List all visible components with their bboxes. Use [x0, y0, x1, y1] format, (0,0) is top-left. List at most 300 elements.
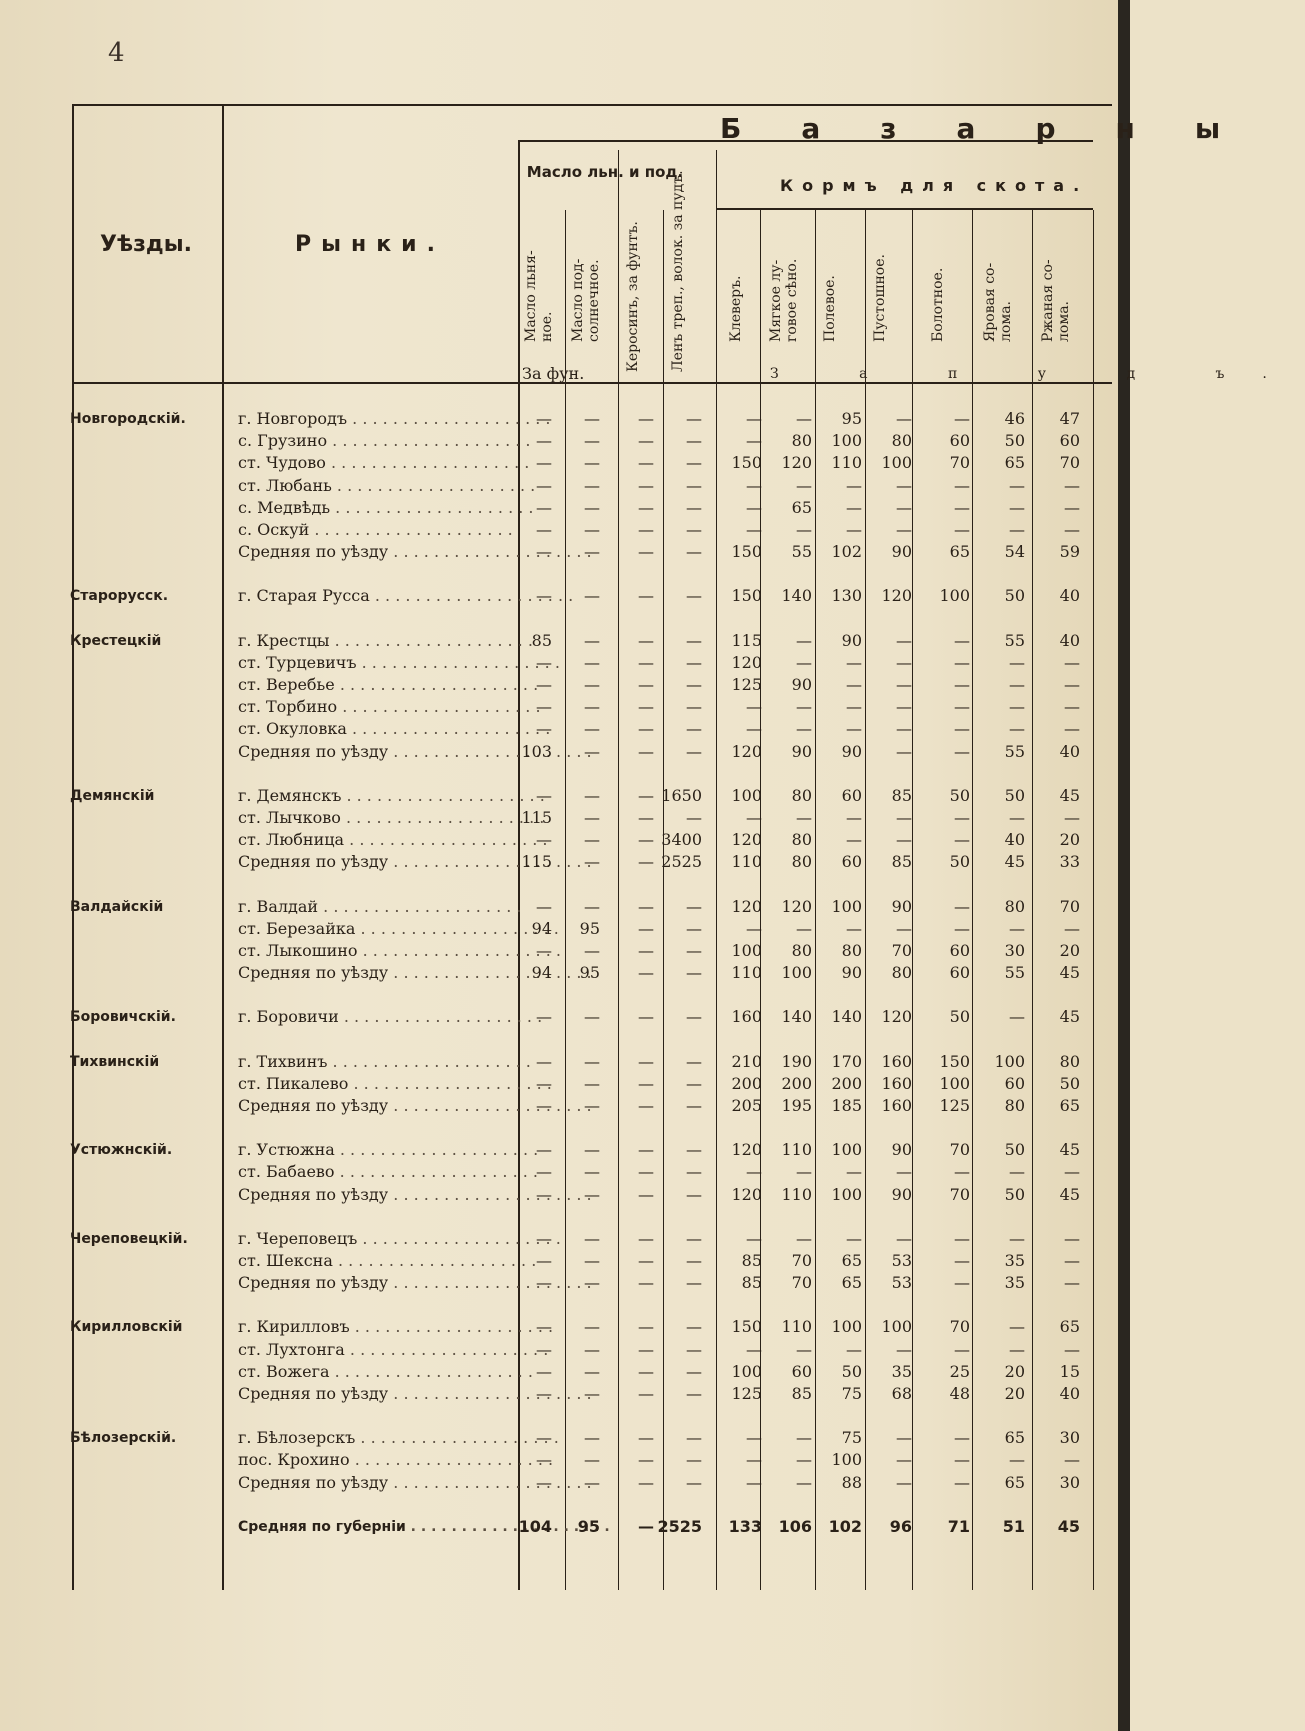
price-cell: — — [686, 1073, 702, 1093]
uezd-name: Крестецкій — [70, 632, 162, 649]
price-cell: — — [584, 431, 600, 451]
price-cell: 100 — [994, 1051, 1025, 1071]
price-cell: — — [896, 719, 912, 739]
table-row — [0, 1361, 1110, 1383]
price-cell: — — [686, 808, 702, 827]
table-row — [0, 1449, 1110, 1471]
price-cell: — — [1064, 719, 1080, 739]
price-cell: — — [536, 1073, 552, 1093]
price-cell: — — [536, 1184, 552, 1204]
price-cell: — — [584, 1073, 600, 1093]
price-cell: — — [796, 652, 812, 672]
price-cell: — — [536, 586, 552, 606]
bazar-letter: ы — [1194, 112, 1221, 145]
table-row — [0, 452, 1110, 474]
price-cell: 40 — [1059, 741, 1080, 761]
price-cell: — — [796, 1228, 812, 1248]
market-name: ст. Лычково . . . — [238, 807, 498, 829]
price-cell: — — [746, 1339, 762, 1359]
price-cell: — — [584, 652, 600, 672]
price-cell: — — [638, 1184, 654, 1204]
price-cell: — — [584, 1251, 600, 1270]
market-name: Средняя по уѣзду . . . — [238, 1383, 498, 1405]
price-cell: 96 — [889, 1516, 912, 1536]
price-cell: 53 — [891, 1251, 912, 1270]
price-cell: 40 — [1059, 1384, 1080, 1403]
price-cell: — — [584, 1140, 600, 1160]
price-cell: — — [954, 1428, 970, 1448]
price-cell: — — [954, 497, 970, 517]
price-cell: 85 — [531, 630, 552, 650]
table-row — [0, 475, 1110, 497]
price-cell: — — [796, 475, 812, 495]
price-cell: — — [536, 542, 552, 562]
table-row — [0, 497, 1110, 519]
price-cell: 55 — [1004, 963, 1025, 983]
price-cell: — — [686, 1472, 702, 1492]
price-cell: — — [638, 1472, 654, 1492]
price-cell: — — [584, 542, 600, 562]
price-cell: — — [896, 1228, 912, 1248]
table-row — [0, 1051, 1110, 1073]
price-cell: — — [638, 1516, 654, 1536]
price-cell: 185 — [831, 1096, 862, 1115]
uezd-name: Демянскій — [70, 787, 155, 804]
price-cell: — — [746, 1162, 762, 1182]
price-cell: — — [896, 918, 912, 938]
market-name: Средняя по уѣзду . . . — [238, 741, 498, 763]
price-cell: — — [686, 453, 702, 473]
price-cell: 70 — [949, 453, 970, 473]
price-cell: — — [896, 741, 912, 761]
uezd-name: Устюжнскій. — [70, 1142, 173, 1159]
market-name: ст. Любань . . . — [238, 475, 498, 497]
price-cell: — — [584, 675, 600, 694]
price-cell: — — [638, 475, 654, 495]
price-cell: — — [584, 1184, 600, 1204]
price-cell: — — [746, 1228, 762, 1248]
price-cell: — — [954, 719, 970, 739]
column-header: Масло льня- ное. — [523, 250, 555, 342]
price-cell: — — [638, 409, 654, 428]
price-cell: — — [846, 497, 862, 517]
price-cell: 50 — [841, 1361, 862, 1381]
price-cell: 94 — [531, 918, 552, 938]
price-cell: — — [1009, 1450, 1025, 1470]
price-cell: 71 — [947, 1516, 970, 1536]
market-name: ст. Вожега . . . — [238, 1361, 498, 1383]
bazar-letter: н — [1115, 112, 1135, 145]
table-row — [0, 851, 1110, 873]
price-cell: 65 — [841, 1273, 862, 1293]
price-cell: 110 — [781, 1317, 812, 1337]
price-cell: 140 — [781, 586, 812, 606]
price-cell: 60 — [949, 431, 970, 451]
price-cell: — — [536, 785, 552, 805]
price-cell: — — [846, 1228, 862, 1248]
price-cell: — — [584, 475, 600, 495]
maslo-group-header: Масло льн. и под. — [526, 163, 684, 181]
price-cell: — — [536, 697, 552, 717]
price-cell: 70 — [949, 1184, 970, 1204]
price-cell: 100 — [781, 963, 812, 983]
price-cell: 170 — [831, 1051, 862, 1071]
uezd-column-header: Уѣзды. — [100, 232, 192, 257]
price-cell: — — [536, 652, 552, 672]
price-cell: — — [536, 719, 552, 739]
price-cell: 30 — [1059, 1428, 1080, 1448]
bazar-letter: а — [801, 112, 821, 145]
price-cell: 120 — [781, 453, 812, 473]
price-cell: — — [584, 586, 600, 606]
price-cell: — — [1009, 1317, 1025, 1337]
price-cell: 90 — [791, 675, 812, 694]
price-cell: 45 — [1004, 852, 1025, 872]
table-row — [0, 718, 1110, 740]
price-cell: 46 — [1004, 409, 1025, 428]
market-name: г. Кирилловъ . . . — [238, 1316, 498, 1338]
price-cell: — — [954, 1472, 970, 1492]
price-cell: — — [896, 808, 912, 827]
price-cell: 60 — [949, 963, 970, 983]
price-cell: 80 — [891, 963, 912, 983]
table-row — [0, 652, 1110, 674]
price-cell: — — [1009, 719, 1025, 739]
price-cell: 45 — [1059, 1184, 1080, 1204]
price-cell: 200 — [831, 1073, 862, 1093]
price-cell: 90 — [891, 1184, 912, 1204]
price-cell: 3400 — [661, 830, 702, 850]
market-name: Средняя по уѣзду . . . — [238, 962, 498, 984]
price-cell: — — [638, 431, 654, 451]
price-cell: 70 — [1059, 453, 1080, 473]
price-cell: 50 — [949, 1007, 970, 1027]
price-cell: — — [954, 1339, 970, 1359]
price-cell: 150 — [731, 453, 762, 473]
price-cell: — — [686, 697, 702, 717]
unit-per-pood: З а п у д ъ. — [770, 366, 1305, 382]
price-cell: 140 — [781, 1007, 812, 1027]
price-cell: — — [1064, 652, 1080, 672]
price-cell: 2525 — [657, 1516, 702, 1536]
price-cell: — — [1009, 1339, 1025, 1359]
uezd-name: Новгородскій. — [70, 411, 186, 427]
price-cell: — — [584, 1273, 600, 1293]
price-cell: 80 — [1004, 1096, 1025, 1115]
table-row — [0, 896, 1110, 918]
price-cell: — — [584, 1162, 600, 1182]
price-cell: — — [536, 1007, 552, 1027]
price-cell: 75 — [841, 1384, 862, 1403]
price-cell: — — [1064, 520, 1080, 539]
price-cell: — — [638, 830, 654, 850]
price-cell: — — [896, 1472, 912, 1492]
price-cell: — — [954, 675, 970, 694]
price-cell: — — [686, 941, 702, 960]
price-cell: — — [638, 652, 654, 672]
price-cell: — — [638, 1251, 654, 1270]
uezd-name: Боровичскій. — [70, 1009, 176, 1026]
price-cell: — — [638, 697, 654, 717]
price-cell: 205 — [731, 1096, 762, 1115]
price-cell: — — [896, 475, 912, 495]
price-cell: — — [584, 830, 600, 850]
price-cell: 115 — [521, 808, 552, 827]
price-cell: 55 — [791, 542, 812, 562]
price-cell: 102 — [828, 1516, 862, 1536]
price-cell: — — [896, 1339, 912, 1359]
price-cell: 60 — [841, 852, 862, 872]
bazar-letter: р — [1035, 112, 1056, 145]
price-cell: 60 — [791, 1361, 812, 1381]
price-cell: — — [796, 1428, 812, 1448]
price-cell: 50 — [949, 785, 970, 805]
market-name: ст. Турцевичъ . . . — [238, 652, 498, 674]
price-cell: 65 — [1059, 1096, 1080, 1115]
price-cell: 70 — [949, 1317, 970, 1337]
table-row — [0, 1161, 1110, 1183]
price-cell: — — [536, 675, 552, 694]
price-cell: — — [584, 497, 600, 517]
market-name: ст. Торбино . . . — [238, 696, 498, 718]
price-cell: — — [638, 1140, 654, 1160]
price-cell: 53 — [891, 1273, 912, 1293]
price-cell: — — [1009, 652, 1025, 672]
price-cell: 90 — [891, 896, 912, 916]
market-name: ст. Лухтонга . . . — [238, 1339, 498, 1361]
price-cell: — — [1064, 475, 1080, 495]
price-cell: — — [1064, 697, 1080, 717]
price-cell: — — [584, 1317, 600, 1337]
price-cell: 85 — [891, 785, 912, 805]
price-cell: — — [1064, 675, 1080, 694]
price-cell: — — [1064, 1162, 1080, 1182]
price-cell: — — [746, 431, 762, 451]
price-cell: — — [584, 1472, 600, 1492]
price-cell: 20 — [1004, 1384, 1025, 1403]
price-cell: — — [686, 409, 702, 428]
price-cell: — — [638, 808, 654, 827]
price-cell: — — [638, 896, 654, 916]
price-cell: 50 — [1004, 1184, 1025, 1204]
price-cell: — — [536, 896, 552, 916]
uezd-name: Череповецкій. — [70, 1230, 188, 1247]
table-row — [0, 1472, 1110, 1494]
price-cell: — — [686, 1317, 702, 1337]
price-cell: 103 — [521, 741, 552, 761]
market-name: г. Устюжна . . . — [238, 1139, 498, 1161]
price-cell: — — [584, 852, 600, 872]
column-header: Полевое. — [822, 275, 838, 342]
price-cell: — — [896, 652, 912, 672]
price-cell: — — [536, 1384, 552, 1403]
table-row — [0, 1006, 1110, 1028]
price-cell: 100 — [831, 1184, 862, 1204]
price-cell: 2525 — [661, 852, 702, 872]
price-cell: 160 — [881, 1073, 912, 1093]
price-cell: 51 — [1002, 1516, 1025, 1536]
uezd-name: Старорусск. — [70, 588, 169, 605]
price-cell: 59 — [1059, 542, 1080, 562]
price-cell: 100 — [831, 1317, 862, 1337]
price-cell: 50 — [1004, 1140, 1025, 1160]
price-cell: 50 — [1004, 785, 1025, 805]
table-row — [0, 696, 1110, 718]
price-cell: — — [746, 409, 762, 428]
market-name: г. Новгородъ . . . — [238, 408, 498, 430]
price-cell: 100 — [831, 431, 862, 451]
price-cell: 30 — [1059, 1472, 1080, 1492]
price-cell: — — [584, 896, 600, 916]
price-cell: — — [846, 520, 862, 539]
price-cell: 190 — [781, 1051, 812, 1071]
price-cell: 65 — [1004, 453, 1025, 473]
price-cell: — — [638, 453, 654, 473]
uezd-name: Кирилловскій — [70, 1319, 183, 1336]
price-cell: — — [686, 1384, 702, 1403]
price-cell: — — [686, 918, 702, 938]
price-cell: 120 — [881, 586, 912, 606]
price-cell: 120 — [781, 896, 812, 916]
table-row — [0, 408, 1110, 430]
price-cell: — — [638, 1162, 654, 1182]
price-cell: — — [536, 1251, 552, 1270]
price-cell: — — [536, 1228, 552, 1248]
price-cell: — — [954, 896, 970, 916]
price-cell: — — [638, 1007, 654, 1027]
price-cell: 65 — [841, 1251, 862, 1270]
price-cell: — — [638, 1339, 654, 1359]
bazar-letter: з — [880, 112, 897, 145]
price-cell: — — [686, 520, 702, 539]
bazar-heading — [720, 112, 1220, 145]
table-row — [0, 1272, 1110, 1294]
market-name: ст. Окуловка . . . — [238, 718, 498, 740]
column-header: Керосинъ, за фунтъ. — [625, 221, 641, 372]
column-header: Ржаная со- лома. — [1040, 259, 1072, 342]
price-cell: — — [846, 808, 862, 827]
price-cell: — — [536, 941, 552, 960]
table-row — [0, 1184, 1110, 1206]
price-cell: — — [638, 1096, 654, 1115]
price-cell: — — [536, 1450, 552, 1470]
price-cell: — — [1064, 1273, 1080, 1293]
price-cell: — — [584, 1450, 600, 1470]
price-cell: 50 — [1059, 1073, 1080, 1093]
price-cell: — — [796, 409, 812, 428]
table-row — [0, 962, 1110, 984]
price-cell: — — [1009, 1007, 1025, 1027]
price-cell: — — [686, 719, 702, 739]
market-name: г. Череповецъ . . . — [238, 1228, 498, 1250]
price-cell: 50 — [1004, 431, 1025, 451]
market-name: г. Бѣлозерскъ . . . — [238, 1427, 498, 1449]
price-cell: — — [1064, 1228, 1080, 1248]
price-cell: — — [896, 520, 912, 539]
table-row — [0, 918, 1110, 940]
price-cell: — — [638, 963, 654, 983]
market-name: с. Оскуй . . . — [238, 519, 498, 541]
price-cell: 85 — [741, 1251, 762, 1270]
price-cell: — — [1009, 497, 1025, 517]
price-cell: — — [1064, 1450, 1080, 1470]
price-cell: 90 — [891, 1140, 912, 1160]
price-cell: — — [584, 785, 600, 805]
price-cell: 85 — [791, 1384, 812, 1403]
price-cell: — — [584, 719, 600, 739]
price-cell: — — [1009, 808, 1025, 827]
price-cell: — — [1009, 1228, 1025, 1248]
table-row — [0, 1339, 1110, 1361]
price-cell: — — [746, 719, 762, 739]
price-cell: — — [686, 652, 702, 672]
price-cell: 85 — [741, 1273, 762, 1293]
price-cell: — — [846, 918, 862, 938]
price-cell: 85 — [891, 852, 912, 872]
price-cell: 210 — [731, 1051, 762, 1071]
table-row — [0, 541, 1110, 563]
table-row — [0, 940, 1110, 962]
price-cell: 75 — [841, 1428, 862, 1448]
price-cell: — — [638, 1450, 654, 1470]
price-cell: 70 — [1059, 896, 1080, 916]
table-row — [0, 1250, 1110, 1272]
price-cell: — — [1064, 1251, 1080, 1270]
column-header: Ленъ треп., волок. за пудъ. — [670, 170, 686, 372]
price-cell: 35 — [891, 1361, 912, 1381]
market-name: ст. Пикалево . . . — [238, 1073, 498, 1095]
table-row — [0, 1427, 1110, 1449]
price-cell: — — [954, 630, 970, 650]
price-cell: — — [686, 630, 702, 650]
column-header: Яровая со- лома. — [982, 262, 1014, 342]
market-name: ст. Березайка . . . — [238, 918, 498, 940]
price-cell: — — [746, 475, 762, 495]
price-cell: — — [1064, 808, 1080, 827]
uezd-name: Бѣлозерскій. — [70, 1430, 177, 1447]
price-cell: — — [846, 719, 862, 739]
table-row — [0, 1316, 1110, 1338]
price-cell: — — [796, 808, 812, 827]
price-cell: — — [954, 1228, 970, 1248]
price-cell: 150 — [731, 586, 762, 606]
price-cell: — — [954, 1251, 970, 1270]
price-cell: — — [536, 1273, 552, 1293]
price-cell: 60 — [949, 941, 970, 960]
market-name: ст. Веребье . . . — [238, 674, 498, 696]
price-cell: — — [638, 1428, 654, 1448]
price-cell: — — [536, 497, 552, 517]
price-cell: 80 — [791, 830, 812, 850]
price-cell: — — [686, 431, 702, 451]
price-cell: — — [846, 697, 862, 717]
page-number: 4 — [108, 38, 125, 68]
price-cell: — — [846, 1162, 862, 1182]
price-cell: 80 — [1059, 1051, 1080, 1071]
price-cell: — — [638, 497, 654, 517]
price-cell: — — [746, 697, 762, 717]
price-cell: 70 — [791, 1273, 812, 1293]
price-cell: — — [746, 808, 762, 827]
price-cell: — — [1009, 918, 1025, 938]
price-cell: — — [536, 520, 552, 539]
price-cell: — — [796, 918, 812, 938]
price-cell: — — [686, 1007, 702, 1027]
bazar-letter: а — [956, 112, 976, 145]
price-cell: — — [638, 918, 654, 938]
price-cell: 130 — [831, 586, 862, 606]
price-cell: — — [584, 741, 600, 761]
